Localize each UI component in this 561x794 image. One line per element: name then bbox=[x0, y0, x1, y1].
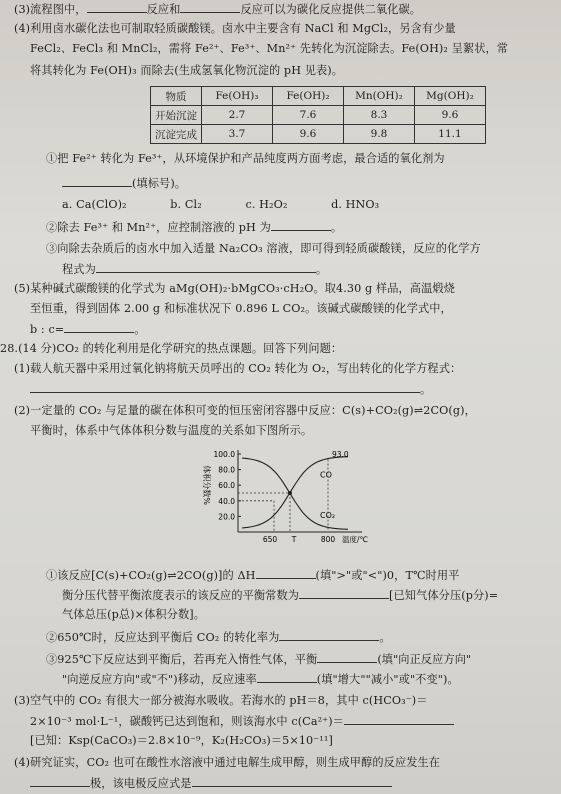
y-tick-label: 100.0 bbox=[213, 450, 235, 459]
x-tick-label: 800 bbox=[320, 535, 336, 544]
option-c[interactable]: c. H₂O₂ bbox=[245, 198, 288, 211]
text: "向逆反应方向"或"不")移动，反应速率 bbox=[62, 673, 257, 686]
y-tick-label: 80.0 bbox=[218, 465, 235, 475]
table-header-row bbox=[151, 87, 486, 106]
text: (填"向正反应方向" bbox=[377, 653, 472, 666]
x-tick-label: 650 bbox=[262, 535, 278, 544]
q28-part4: (4)研究证实，CO₂ 也可在酸性水溶液中通过电解生成甲醇，则生成甲醇的反应发生在 bbox=[14, 756, 441, 769]
answer-blank[interactable] bbox=[96, 262, 316, 273]
table-row bbox=[151, 125, 486, 144]
y-axis-label: 体积分数% bbox=[202, 465, 211, 506]
q28-title: 28.(14 分)CO₂ 的转化利用是化学研究的热点课题。回答下列问题： bbox=[0, 342, 343, 355]
answer-blank[interactable] bbox=[30, 776, 90, 787]
text: b : c= bbox=[30, 323, 65, 336]
text: ①该反应[C(s)+CO₂(g)⇌2CO(g)]的 ΔH bbox=[46, 569, 256, 582]
q28-part3: (3)空气中的 CO₂ 有很大一部分被海水吸收。若海水的 pH＝8，其中 c(HCO₃⁻)＝ bbox=[14, 694, 428, 707]
q28-part2: (2)一定量的 CO₂ 与足量的碳在体积可变的恒压密闭容器中反应：C(s)+CO₂(g)⇌2CO(g)， bbox=[14, 404, 476, 417]
q28-part1: (1)载人航天器中采用过氧化钠将航天员呼出的 CO₂ 转化为 O₂，写出转化的化学方程式： bbox=[14, 362, 462, 375]
answer-blank[interactable] bbox=[30, 382, 420, 393]
q27-part4-line3: 将其转化为 Fe(OH)₃ 而除去(生成氢氧化物沉淀的 pH 见表)。 bbox=[30, 64, 344, 77]
y-tick-label: 40.0 bbox=[218, 496, 235, 506]
option-a[interactable]: a. Ca(ClO)₂ bbox=[62, 198, 127, 211]
text: (3)流程图中， bbox=[14, 3, 87, 16]
q28-sub3-line2 bbox=[62, 672, 459, 687]
table-cell: Mg(OH)₂ bbox=[415, 87, 486, 106]
q27-part5: (5)某种碱式碳酸镁的化学式为 aMg(OH)₂·bMgCO₃·cH₂O。取4.30 g 样品，高温煅烧 bbox=[14, 282, 455, 295]
answer-blank[interactable] bbox=[192, 776, 392, 787]
option-b[interactable]: b. Cl₂ bbox=[170, 198, 202, 211]
text: 2×10⁻³ mol·L⁻¹，碳酸钙已达到饱和，则该海水中 c(Ca²⁺)＝ bbox=[30, 715, 344, 728]
text: ③925℃下反应达到平衡后，若再充入惰性气体，平衡 bbox=[46, 653, 318, 666]
text: (填"增大""减小"或"不变")。 bbox=[316, 673, 459, 686]
q28-part4-line2 bbox=[30, 776, 392, 791]
answer-blank[interactable] bbox=[64, 322, 134, 333]
ph-table bbox=[150, 86, 486, 144]
table-cell: Fe(OH)₃ bbox=[202, 87, 273, 106]
text: [已知气体分压(p分)= bbox=[389, 589, 499, 602]
y-tick-label: 60.0 bbox=[218, 481, 235, 491]
options-row bbox=[62, 198, 379, 212]
q27-part5-line2: 至恒重，得到固体 2.00 g 和标准状况下 0.896 L CO₂。该碱式碳酸镁的化学式中， bbox=[30, 302, 452, 315]
table-cell: Mn(OH)₂ bbox=[344, 87, 415, 106]
answer-blank[interactable] bbox=[299, 588, 389, 599]
answer-blank[interactable] bbox=[257, 672, 317, 683]
option-d[interactable]: d. HNO₃ bbox=[331, 198, 380, 211]
text: 反应和 bbox=[146, 3, 181, 16]
answer-blank[interactable] bbox=[62, 176, 132, 187]
table-cell: 9.6 bbox=[273, 125, 344, 144]
text: (填">"或"<")0，T℃时用平 bbox=[315, 569, 460, 582]
series-co-label: CO bbox=[320, 470, 332, 480]
y-tick-label: 20.0 bbox=[218, 512, 235, 522]
q27-sub3: ③向除去杂质后的卤水中加入适量 Na₂CO₃ 溶液，即可得到轻质碳酸镁，反应的化学方 bbox=[46, 242, 481, 255]
q27-sub3-line2: 程式为 。 bbox=[62, 263, 328, 276]
table-cell: 2.7 bbox=[202, 106, 273, 125]
table-row bbox=[151, 106, 486, 125]
text: ②除去 Fe³⁺ 和 Mn²⁺，应控制溶液的 pH 为 bbox=[46, 221, 271, 234]
q27-part4-line2: FeCl₂、FeCl₃ 和 MnCl₂，需将 Fe²⁺、Fe³⁺、Mn²⁺ 先转化为沉淀除去。Fe(OH)₂ 呈絮状，常 bbox=[30, 42, 509, 55]
x-tick-label: T bbox=[291, 535, 297, 544]
q27-sub1: ①把 Fe²⁺ 转化为 Fe³⁺，从环境保护和产品纯度两方面考虑，最合适的氧化剂为 bbox=[46, 152, 445, 165]
table-cell: 9.8 bbox=[344, 125, 415, 144]
text: 极，该电极反应式是 bbox=[90, 777, 192, 790]
table-cell: 开始沉淀 bbox=[151, 106, 202, 125]
equilibrium-chart bbox=[186, 446, 386, 558]
q27-part4-line1: (4)利用卤水碳化法也可制取轻质碳酸镁。卤水中主要含有 NaCl 和 MgCl₂，另含有少量 bbox=[14, 22, 456, 35]
q28-part3-line3: [已知：Ksp(CaCO₃)＝2.8×10⁻⁹，K₂(H₂CO₃)＝5×10⁻¹¹] bbox=[30, 734, 333, 747]
text: 反应可以为碳化反应提供二氧化碳。 bbox=[240, 3, 422, 16]
answer-blank[interactable] bbox=[256, 568, 316, 579]
q27-sub2: ②除去 Fe³⁺ 和 Mn²⁺，应控制溶液的 pH 为 。 bbox=[46, 221, 343, 234]
series-co2-label: CO₂ bbox=[320, 510, 336, 520]
crossing-point bbox=[288, 491, 292, 495]
text: 程式为 bbox=[62, 263, 96, 276]
answer-blank[interactable] bbox=[317, 652, 377, 663]
answer-blank[interactable] bbox=[279, 630, 379, 641]
q28-sub1 bbox=[46, 568, 459, 583]
answer-blank[interactable] bbox=[180, 2, 240, 13]
annotation-93: 93.0 bbox=[332, 450, 349, 460]
text: (填标号)。 bbox=[132, 177, 187, 190]
text: 衡分压代替平衡浓度表示的该反应的平衡常数为 bbox=[62, 589, 300, 602]
table-cell: 7.6 bbox=[273, 106, 344, 125]
q28-part2-line2: 平衡时，体系中气体体积分数与温度的关系如下图所示。 bbox=[30, 424, 313, 437]
answer-blank[interactable] bbox=[87, 2, 147, 13]
q28-sub1-line2 bbox=[62, 588, 498, 603]
text: ②650℃时，反应达到平衡后 CO₂ 的转化率为 bbox=[46, 631, 280, 644]
table-cell: 8.3 bbox=[344, 106, 415, 125]
q28-sub3 bbox=[46, 652, 471, 667]
answer-blank[interactable] bbox=[271, 220, 331, 231]
q28-part1-line2: 。 bbox=[30, 382, 431, 397]
table-cell: 9.6 bbox=[415, 106, 486, 125]
answer-blank[interactable] bbox=[344, 714, 454, 725]
q27-sub1-line2 bbox=[62, 176, 186, 191]
q28-part3-line2 bbox=[30, 714, 454, 729]
table-cell: 11.1 bbox=[415, 125, 486, 144]
table-cell: Fe(OH)₂ bbox=[273, 87, 344, 106]
q27-part5-line3: b : c= 。 bbox=[30, 323, 146, 336]
table-cell: 物质 bbox=[151, 87, 202, 106]
q28-sub2: ②650℃时，反应达到平衡后 CO₂ 的转化率为 。 bbox=[46, 631, 391, 644]
q28-sub1-line3: 气体总压(p总)×体积分数]。 bbox=[62, 608, 206, 621]
table-cell: 3.7 bbox=[202, 125, 273, 144]
table-cell: 沉淀完成 bbox=[151, 125, 202, 144]
q27-line3 bbox=[14, 2, 421, 17]
x-axis-label: 温度/℃ bbox=[342, 535, 368, 544]
